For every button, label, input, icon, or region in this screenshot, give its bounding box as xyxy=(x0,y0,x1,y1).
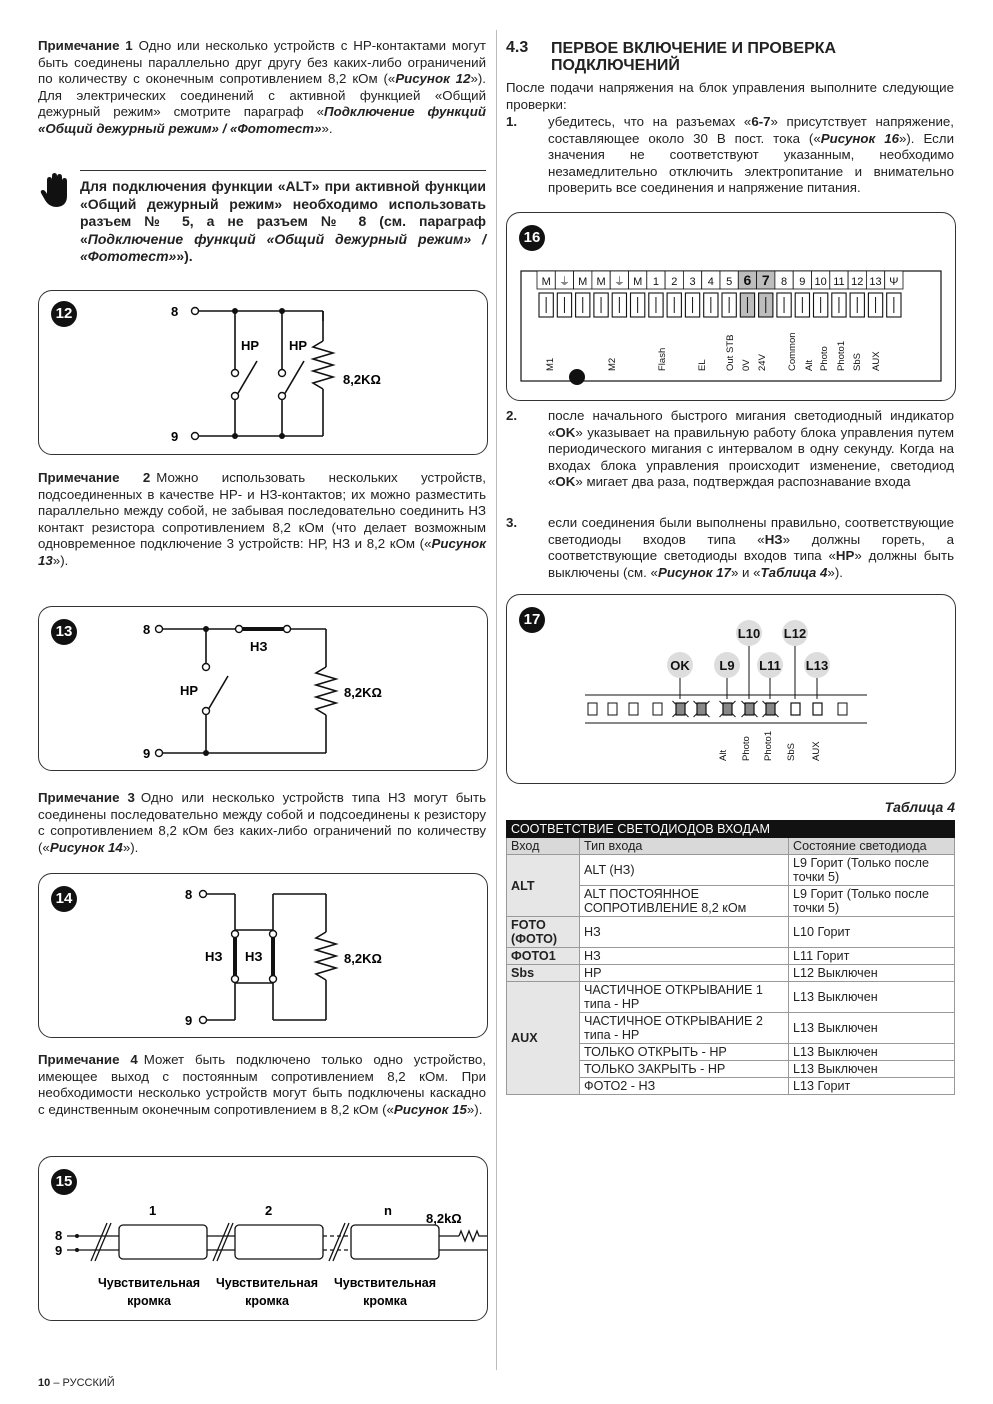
figure-12 xyxy=(38,290,488,455)
table-row xyxy=(507,855,955,886)
terminal-function-label: SbS xyxy=(852,353,863,371)
contact-label: НЗ xyxy=(250,639,268,654)
contact-label: НР xyxy=(289,338,308,353)
figure-number-badge: 16 xyxy=(519,225,545,251)
table-cell-type: НЗ xyxy=(580,917,789,948)
led-slot-empty xyxy=(629,703,638,715)
table-cell-state: L13 Выключен xyxy=(789,1044,955,1061)
section-number: 4.3 xyxy=(506,39,529,56)
table-cell-state: L9 Горит (Только после точки 5) xyxy=(789,855,955,886)
section-title: ПЕРВОЕ ВКЛЮЧЕНИЕ И ПРОВЕРКА ПОДКЛЮЧЕНИЙ xyxy=(551,40,837,74)
terminal-9-label: 9 xyxy=(185,1013,193,1028)
contact-label: НЗ xyxy=(245,949,263,964)
resistor-label: 8,2KΩ xyxy=(343,372,381,387)
table-cell-state: L10 Горит xyxy=(789,917,955,948)
table-cell-state: L13 Выключен xyxy=(789,1013,955,1044)
terminal-number: Ψ xyxy=(889,276,899,288)
table-row xyxy=(507,948,955,965)
note-4: Примечание 4 Может быть подключено только одно устройство, имеющее выход с постоянным сопротивлением 8,2 кОм. При необходимости несколько устройств могут быть подключены каскадно с единственным оконечным сопротивлением в 8,2 кОм («Рисунок 15»). xyxy=(38,1052,486,1117)
led-glow-ray xyxy=(685,714,688,717)
terminal-number: M xyxy=(578,276,588,288)
table-cell-type: ТОЛЬКО ЗАКРЫТЬ - НР xyxy=(580,1061,789,1078)
terminal-number: 11 xyxy=(833,276,845,288)
table-cell-type: ALT ПОСТОЯННОЕ СОПРОТИВЛЕНИЕ 8,2 кОм xyxy=(580,886,789,917)
table-cell-state: L13 Выключен xyxy=(789,982,955,1013)
edge-label: Чувствительная xyxy=(215,1276,319,1290)
led-glow-ray xyxy=(742,701,745,704)
terminal-number: 8 xyxy=(780,276,788,288)
circuit-15 xyxy=(39,1157,487,1320)
led-glow-ray xyxy=(720,701,723,704)
column-divider xyxy=(496,30,497,1370)
terminal-8-label: 8 xyxy=(55,1228,63,1243)
edge-label: Чувствительная xyxy=(97,1276,201,1290)
table-header: Вход xyxy=(507,838,580,855)
terminal-number: 4 xyxy=(707,276,714,288)
led-indicator xyxy=(723,703,732,715)
figure-17 xyxy=(506,594,956,784)
terminal-function-label: M2 xyxy=(607,357,618,371)
terminal-number: 9 xyxy=(799,276,806,288)
terminal-9-label: 9 xyxy=(143,746,151,761)
table-cell-state: L12 Выключен xyxy=(789,965,955,982)
terminal-number: 2 xyxy=(671,276,678,288)
resistor-label: 8,2kΩ xyxy=(426,1211,462,1226)
terminal-function-label: M1 xyxy=(545,357,556,371)
led-slot-empty xyxy=(838,703,847,715)
figure-13 xyxy=(38,606,488,771)
led-callout-label: L13 xyxy=(805,658,829,673)
terminal-number: 5 xyxy=(726,276,733,288)
board-logo-icon xyxy=(569,369,585,385)
led-glow-ray xyxy=(763,701,766,704)
table-caption: Таблица 4 xyxy=(884,799,955,815)
step-2: 2. после начального быстрого мигания светодиодный индикатор «OK» указывает на правильную работу блока управления путем периодического мигания с интервалом в одну секунду. Когда на входах блока управления происходит изменение, светодиод «OK» мигает два раза, подтверждая распознавание входа xyxy=(506,408,954,490)
table-row xyxy=(507,965,955,982)
led-glow-ray xyxy=(732,701,735,704)
led-glow-ray xyxy=(754,701,757,704)
note-3: Примечание 3 Одно или несколько устройств типа НЗ могут быть соединены последовательно между собой и подсоединены к резистору с сопротивлением 8,2 кОм без каких-либо ограничений по количеству («Рисунок 14»). xyxy=(38,790,486,855)
led-indicator xyxy=(813,703,822,715)
table-cell-type: НЗ xyxy=(580,948,789,965)
table-header: Состояние светодиода xyxy=(789,838,955,855)
terminal-number: 3 xyxy=(689,276,696,288)
terminal-8-label: 8 xyxy=(143,622,151,637)
contact-label: НР xyxy=(241,338,260,353)
led-glow-ray xyxy=(720,714,723,717)
input-label: SbS xyxy=(786,743,797,761)
led-indicator xyxy=(697,703,706,715)
led-glow-ray xyxy=(673,701,676,704)
table-cell-type: ФОТО2 - НЗ xyxy=(580,1078,789,1095)
led-callout-label: L12 xyxy=(783,626,807,641)
table-cell-state: L11 Горит xyxy=(789,948,955,965)
step-1: 1. убедитесь, что на разъемах «6-7» присутствует напряжение, составляющее около 30 В пост. тока («Рисунок 16»). Если значения не соответствуют указанным, необходимо незамедлительно отключить электропитание и внимательно проверить все соединения и напряжение питания. xyxy=(506,114,955,196)
terminal-function-label: Photo xyxy=(819,346,830,371)
resistor-label: 8,2KΩ xyxy=(344,685,382,700)
control-board-terminals xyxy=(507,213,955,400)
terminal-number: M xyxy=(633,276,643,288)
led-indicator xyxy=(745,703,754,715)
terminal-number: 12 xyxy=(851,276,864,288)
table-cell-input: AUX xyxy=(507,982,580,1095)
figure-number-badge: 17 xyxy=(519,607,545,633)
figure-16 xyxy=(506,212,956,401)
note-1: Примечание 1 Одно или несколько устройств с НР-контактами могут быть соединены параллельно друг другу без каких-либо ограничений по количеству с оконечным сопротивлением 8,2 кОм («Рисунок 12»). Для электрических соединений с активной функцией «Общий дежурный режим» смотрите параграф «Подключение функций «Общий дежурный режим» / «Фототест»». xyxy=(38,38,486,136)
led-indicator xyxy=(766,703,775,715)
led-glow-ray xyxy=(685,701,688,704)
led-callout-label: OK xyxy=(670,658,690,673)
terminal-function-label: AUX xyxy=(871,351,882,371)
terminal-8-label: 8 xyxy=(185,887,193,902)
led-input-table xyxy=(506,820,955,1095)
led-glow-ray xyxy=(775,701,778,704)
table-cell-state: L13 Выключен xyxy=(789,1061,955,1078)
terminal-function-label: Photo1 xyxy=(836,340,847,371)
circuit-13 xyxy=(39,607,487,770)
step-3: 3. если соединения были выполнены правильно, соответствующие светодиоды входов типа «НЗ» должны гореть, а соответствующие светодиоды входов типа «НР» должны быть выключены (см. «Рисунок 17» и «Таблица 4»). xyxy=(506,515,954,580)
figure-15 xyxy=(38,1156,488,1321)
figure-number-badge: 12 xyxy=(51,301,77,327)
led-glow-ray xyxy=(742,714,745,717)
figure-number-badge: 13 xyxy=(51,619,77,645)
figure-14 xyxy=(38,873,488,1038)
terminal-function-label: Common xyxy=(787,332,798,371)
led-callout-label: L10 xyxy=(737,626,761,641)
terminal-9-label: 9 xyxy=(55,1243,63,1258)
note-2: Примечание 2 Можно использовать нескольких устройств, подсоединенных в качестве НР- и НЗ-контактов; их можно разместить параллельно между собой, не забывая последовательно соединить НЗ контакт резистора сопротивлением 8,2 кОм (что делает возможным одновременное подключение 3 устройств: НР, НЗ и 8,2 кОм («Рисунок 13»). xyxy=(38,470,486,568)
edge-2-number: 2 xyxy=(265,1203,273,1218)
table-title: СООТВЕТСТВИЕ СВЕТОДИОДОВ ВХОДАМ xyxy=(507,821,955,838)
led-callout-label: L11 xyxy=(759,658,781,673)
input-label: Alt xyxy=(718,749,729,761)
led-glow-ray xyxy=(775,714,778,717)
table-cell-type: ЧАСТИЧНОЕ ОТКРЫВАНИЕ 2 типа - НР xyxy=(580,1013,789,1044)
led-glow-ray xyxy=(694,701,697,704)
terminal-function-label: 0V xyxy=(741,359,752,371)
led-glow-ray xyxy=(673,714,676,717)
table-cell-type: ТОЛЬКО ОТКРЫТЬ - НР xyxy=(580,1044,789,1061)
edge-n-number: n xyxy=(384,1203,392,1218)
table-cell-input: FOTO (ФОТО) xyxy=(507,917,580,948)
led-indicator xyxy=(676,703,685,715)
circuit-14 xyxy=(39,874,487,1037)
table-cell-state: L9 Горит (Только после точки 5) xyxy=(789,886,955,917)
table-cell-type: ALT (НЗ) xyxy=(580,855,789,886)
terminal-number: ⏚ xyxy=(558,276,570,288)
led-glow-ray xyxy=(754,714,757,717)
led-glow-ray xyxy=(732,714,735,717)
input-label: Photo1 xyxy=(763,730,774,761)
contact-label: НЗ xyxy=(205,949,223,964)
section-intro: После подачи напряжения на блок управления выполните следующие проверки: xyxy=(506,80,954,112)
terminal-number: M xyxy=(541,276,551,288)
led-glow-ray xyxy=(706,701,709,704)
led-callout-label: L9 xyxy=(719,658,735,673)
figure-number-badge: 15 xyxy=(51,1169,77,1195)
terminal-number: 10 xyxy=(814,276,827,288)
led-glow-ray xyxy=(763,714,766,717)
terminal-function-label: Out STB xyxy=(725,334,736,371)
terminal-function-label: 24V xyxy=(757,354,768,371)
table-cell-input: ФОТО1 xyxy=(507,948,580,965)
terminal-function-label: Flash xyxy=(657,347,668,371)
edge-label: кромка xyxy=(127,1294,171,1308)
led-slot-empty xyxy=(608,703,617,715)
terminal-number: 13 xyxy=(869,276,882,288)
led-panel xyxy=(507,595,955,783)
input-label: AUX xyxy=(811,741,822,761)
led-glow-ray xyxy=(694,714,697,717)
led-indicator xyxy=(791,703,800,715)
table-cell-type: ЧАСТИЧНОЕ ОТКРЫВАНИЕ 1 типа - НР xyxy=(580,982,789,1013)
table-row xyxy=(507,917,955,948)
edge-label: Чувствительная xyxy=(333,1276,437,1290)
input-label: Photo xyxy=(741,736,752,761)
table-cell-state: L13 Горит xyxy=(789,1078,955,1095)
table-cell-input: Sbs xyxy=(507,965,580,982)
terminal-function-label: EL xyxy=(697,359,708,371)
table-row xyxy=(507,982,955,1013)
table-cell-type: НР xyxy=(580,965,789,982)
edge-label: кромка xyxy=(363,1294,407,1308)
terminal-number: 1 xyxy=(652,276,660,288)
terminal-9-label: 9 xyxy=(171,429,179,444)
terminal-number: 6 xyxy=(743,272,752,288)
warning-text: Для подключения функции «ALT» при активной функции «Общий дежурный режим» необходимо использовать разъем № 5, а не разъем № 8 (см. параграф «Подключение функций «Общий дежурный режим» / «Фототест»»). xyxy=(80,178,486,264)
table-cell-input: ALT xyxy=(507,855,580,917)
contact-label: НР xyxy=(180,683,199,698)
circuit-12 xyxy=(39,291,487,454)
hand-icon xyxy=(40,172,72,213)
terminal-number: ⏚ xyxy=(613,276,625,288)
table-header: Тип входа xyxy=(580,838,789,855)
resistor-label: 8,2KΩ xyxy=(344,951,382,966)
edge-1-number: 1 xyxy=(149,1203,157,1218)
page-footer: 10 – РУССКИЙ xyxy=(38,1377,115,1389)
terminal-number: 7 xyxy=(761,272,770,288)
terminal-function-label: Alt xyxy=(804,359,815,371)
warning-divider xyxy=(80,170,486,171)
terminal-number: M xyxy=(596,276,606,288)
led-glow-ray xyxy=(706,714,709,717)
terminal-8-label: 8 xyxy=(171,304,179,319)
led-slot-empty xyxy=(588,703,597,715)
figure-number-badge: 14 xyxy=(51,886,77,912)
edge-label: кромка xyxy=(245,1294,289,1308)
led-slot-empty xyxy=(653,703,662,715)
